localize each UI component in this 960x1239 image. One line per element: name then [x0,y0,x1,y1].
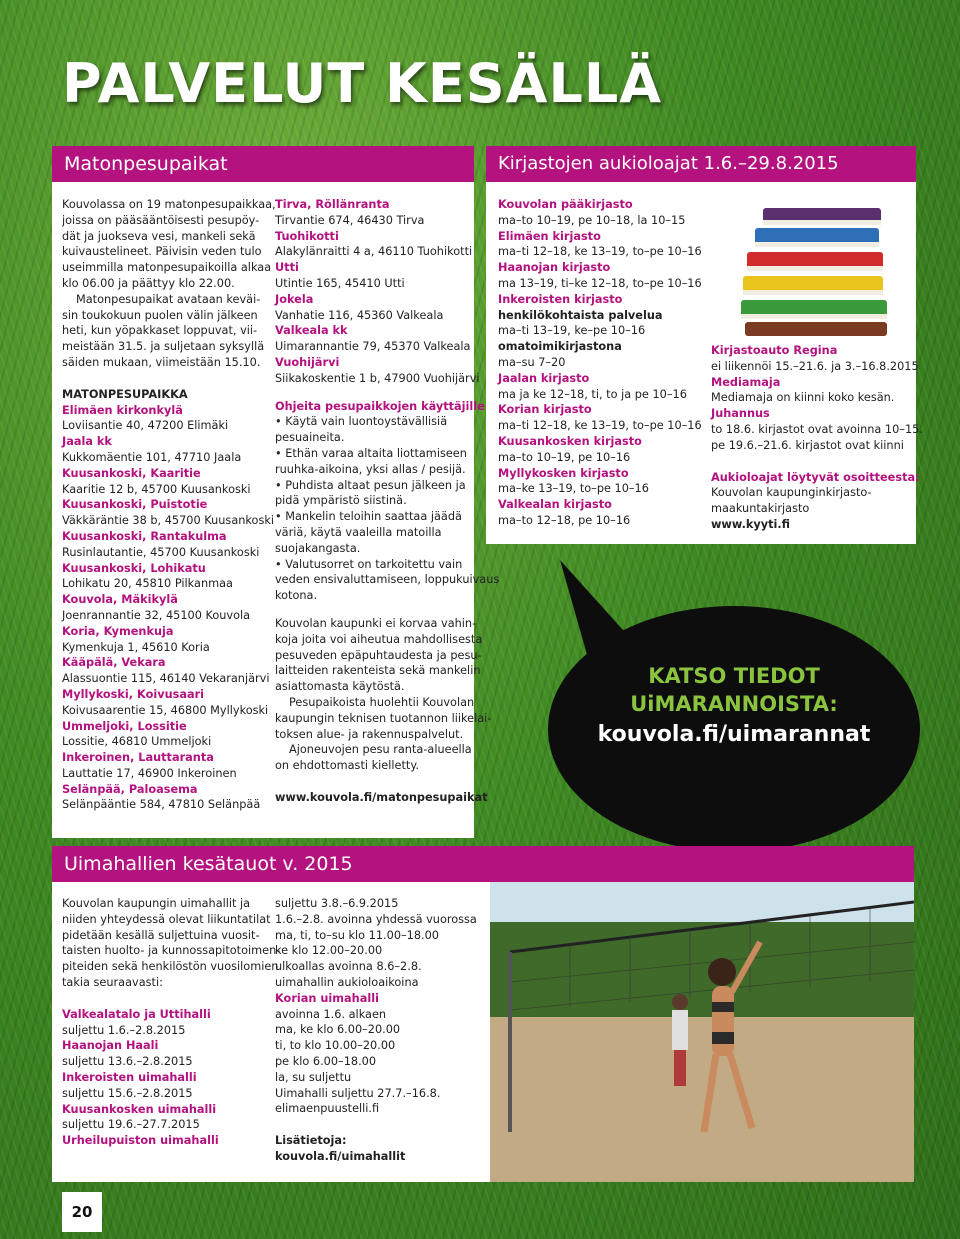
place-name: Kuusankoski, Puistotie [62,498,208,512]
instruction-line: pesuaineita. [275,431,345,445]
text-line: heti, kun yöpakkaset loppuvat, vii- [62,324,258,338]
text-line: piteiden sekä henkilöstön vuosilomien [62,960,279,974]
text-line: sin toukokuun puolen välin jälkeen [62,308,258,322]
place-address: Alakylänraitti 4 a, 46110 Tuohikotti [275,245,473,259]
kyyti-link[interactable]: www.kyyti.fi [711,517,791,531]
uimahallit-column-1 [62,896,281,1149]
place-name: Selänpää, Paloasema [62,782,198,796]
place-name: Kuusankoski, Rantakulma [62,529,227,543]
place-address: Rusinlautantie, 45700 Kuusankoski [62,545,260,559]
osoite-line: Kouvolan kaupunginkirjasto- [711,486,872,500]
place-address: Väkkäräntie 38 b, 45700 Kuusankoski [62,514,275,528]
section-header-uimahallit: Uimahallien kesätauot v. 2015 [52,846,914,882]
text-line: la, su suljettu [275,1070,352,1084]
place-address: Siikakoskentie 1 b, 47900 Vuohijärvi [275,371,480,385]
library-hours: ma–ti 13–19, ke–pe 10–16 [498,324,646,338]
place-address: Joenrannantie 32, 45100 Kouvola [62,608,251,622]
juhannus-name: Juhannus [711,407,770,421]
uimahallit-column-2 [275,896,480,1165]
vastuu-paragraph [275,616,483,695]
uimarannat-link[interactable]: kouvola.fi/uimarannat [597,722,871,747]
osoite-heading: Aukioloajat löytyvät osoitteesta: [711,470,920,484]
place-name: Jokela [275,292,314,306]
photo-scene [490,882,914,1182]
library-name: Myllykosken kirjasto [498,466,629,480]
text-line: kuivaustelineet. Päivisin veden tulo [62,245,262,259]
text-line: ma, ke klo 6.00–20.00 [275,1023,401,1037]
text-line: koja joita voi aiheutua mahdollisesta [275,632,483,646]
hall-closure: suljettu 1.6.–2.8.2015 [62,1023,186,1037]
place-address: Lauttatie 17, 46900 Inkeroinen [62,766,237,780]
text-line: meistään 31.5. ja suljetaan syksyllä [62,340,265,354]
huolto-paragraph [275,695,492,774]
text-line: uimahallin aukioloaikoina [275,975,419,989]
text-line: niiden yhteydessä olevat liikuntatilat [62,912,271,926]
text-line: Kouvolan kaupungin uimahallit ja [62,897,251,910]
page-number: 20 [62,1192,102,1232]
text-line: Matonpesupaikat avataan keväi- [76,292,261,306]
place-address: Tirvantie 674, 46430 Tirva [275,213,425,227]
place-name: Utti [275,261,299,275]
text-line: asiattomasta käytöstä. [275,680,405,694]
place-address: Selänpääntie 584, 47810 Selänpää [62,798,261,812]
place-address: Koivusaarentie 15, 46800 Myllykoski [62,703,269,717]
instruction-line: kotona. [275,589,318,603]
library-hours: ma–ti 12–18, ke 13–19, to–pe 10–16 [498,419,702,433]
place-name: Valkeala kk [275,324,348,338]
place-name: Vuohijärvi [275,355,340,369]
place-name: Myllykoski, Koivusaari [62,687,205,701]
text-line: useimmilla matonpesupaikoilla alkaa [62,261,272,275]
hall-name: Inkeroisten uimahalli [62,1070,197,1084]
instruction-line: • Mankelin teloihin saattaa jäädä [275,510,462,524]
place-name: Kääpälä, Vekara [62,656,166,670]
korian-details [275,1007,480,1118]
uimahallit-intro [62,896,281,991]
uimahallit-link[interactable]: kouvola.fi/uimahallit [275,1149,406,1163]
library-name: Valkealan kirjasto [498,498,612,512]
text-line: on ehdottomasti kielletty. [275,759,419,773]
place-address: Alassuontie 115, 46140 Vekaranjärvi [62,672,270,686]
text-line: 1.6.–2.8. avoinna yhdessä vuorossa [275,912,477,926]
urheilupuisto-details [275,896,480,991]
library-name: Elimäen kirjasto [498,229,601,243]
places2-list [275,197,480,387]
place-address: Vanhatie 116, 45360 Valkeala [275,308,444,322]
text-line: kaupungin teknisen tuotannon liikelai- [275,711,492,725]
text-line: Uimahalli suljettu 27.7.–16.8. [275,1086,441,1100]
bubble-line-1: KATSO TIEDOT [648,664,820,688]
place-name: Kuusankoski, Lohikatu [62,561,206,575]
text-line: elimaenpuustelli.fi [275,1102,380,1116]
mediamaja-text: Mediamaja on kiinni koko kesän. [711,391,895,405]
library-hours: ma ja ke 12–18, ti, to ja pe 10–16 [498,387,687,401]
library-hours: ma 13–19, ti–ke 12–18, to–pe 10–16 [498,276,702,290]
page-title: PALVELUT KESÄLLÄ [62,52,663,115]
list-heading: MATONPESUPAIKKA [62,387,188,401]
place-address: Kukkomäentie 101, 47710 Jaala [62,450,242,464]
instruction-line: • Käytä vain luontoystävällisiä [275,415,448,429]
hall-name: Valkealatalo ja Uttihalli [62,1007,211,1021]
text-line: säiden mukaan, viimeistään 15.10. [62,355,261,369]
matonpesu-column-1 [62,197,276,813]
text-line: toksen alue- ja rakennuspalvelut. [275,727,464,741]
text-line: ma, ti, to–su klo 11.00–18.00 [275,928,439,942]
beach-volleyball-photo [490,882,914,1182]
library-service-label: henkilökohtaista palvelua [498,308,663,322]
place-address: Lossitie, 46810 Ummeljoki [62,735,212,749]
place-name: Kuusankoski, Kaaritie [62,466,201,480]
library-name: Korian kirjasto [498,403,592,417]
text-line: ke klo 12.00–20.00 [275,944,383,958]
kirjastoauto-name: Kirjastoauto Regina [711,344,838,357]
text-line: joissa on pääsääntöisesti pesupöy- [62,213,260,227]
text-line: ti, to klo 10.00–20.00 [275,1039,396,1053]
instruction-line: väriä, käytä vaaleilla matoilla [275,525,442,539]
text-line: Kouvolassa on 19 matonpesupaikkaa, [62,198,276,211]
place-name: Inkeroinen, Lauttaranta [62,751,214,765]
kirjastot-right-column [711,343,923,533]
library-hours: ma–ti 12–18, ke 13–19, to–pe 10–16 [498,245,702,259]
place-address: Kaaritie 12 b, 45700 Kuusankoski [62,482,251,496]
matonpesupaikat-link[interactable]: www.kouvola.fi/matonpesupaikat [275,790,488,804]
lisatietoja-heading: Lisätietoja: [275,1134,347,1148]
text-line: pe klo 6.00–18.00 [275,1054,377,1068]
section-header-matonpesupaikat: Matonpesupaikat [52,146,474,182]
section-header-kirjastot: Kirjastojen aukioloajat 1.6.–29.8.2015 [486,146,916,182]
library-service-label: omatoimikirjastona [498,340,622,354]
library-name: Jaalan kirjasto [498,371,590,385]
instruction-line: suojakangasta. [275,541,361,555]
ohjeita-heading: Ohjeita pesupaikkojen käyttäjille [275,399,485,413]
place-name: Kouvola, Mäkikylä [62,593,178,607]
text-line: Pesupaikoista huolehtii Kouvolan [289,695,475,709]
text-line: klo 06.00 ja päättyy klo 22.00. [62,276,235,290]
instruction-line: veden ensivaluttamiseen, loppukuivaus [275,573,500,587]
library-hours: ma–to 12–18, pe 10–16 [498,513,631,527]
text-line: Ajoneuvojen pesu ranta-alueella [289,743,472,757]
library-hours: ma–ke 13–19, to–pe 10–16 [498,482,649,496]
place-name: Ummeljoki, Lossitie [62,719,187,733]
text-line: pidetään kesällä suljettuina vuosit- [62,928,260,942]
place-address: Lohikatu 20, 45810 Pilkanmaa [62,577,233,591]
place-name: Tirva, Röllänranta [275,198,390,211]
juhannus-line: to 18.6. kirjastot ovat avoinna 10–15. [711,422,923,436]
instruction-line: • Puhdista altaat pesun jälkeen ja [275,478,466,492]
text-line: laitteiden rakenteista sekä mankelin [275,664,481,678]
hall-closure: suljettu 19.6.–27.7.2015 [62,1118,200,1132]
text-line: ulkoallas avoinna 8.6–2.8. [275,960,422,974]
hall-closure: suljettu 15.6.–2.8.2015 [62,1086,193,1100]
korian-uimahalli-name: Korian uimahalli [275,991,379,1005]
library-name: Kouvolan pääkirjasto [498,198,633,211]
text-line: pesuveden epäpuhtaudesta ja pesu- [275,648,482,662]
juhannus-line: pe 19.6.–21.6. kirjastot ovat kiinni [711,438,904,452]
library-name: Inkeroisten kirjasto [498,292,623,306]
library-name: Kuusankosken kirjasto [498,434,642,448]
text-line: taisten huolto- ja kunnossapitotoimen- [62,944,281,958]
text-line: suljettu 3.8.–6.9.2015 [275,897,399,910]
text-line: Kouvolan kaupunki ei korvaa vahin- [275,616,477,630]
text-line: dät ja juokseva vesi, mankeli sekä [62,229,256,243]
hall-closure: suljettu 13.6.–2.8.2015 [62,1055,193,1069]
ohjeita-list [275,414,500,604]
places-list [62,403,275,814]
place-name: Koria, Kymenkuja [62,624,174,638]
place-name: Elimäen kirkonkylä [62,403,183,417]
library-hours: ma–su 7–20 [498,355,566,369]
place-name: Jaala kk [62,435,112,449]
kirjastoauto-text: ei liikennöi 15.–21.6. ja 3.–16.8.2015 [711,359,919,373]
library-name: Haanojan kirjasto [498,261,611,275]
instruction-line: pidä ympäristö siistinä. [275,494,407,508]
bubble-text [548,664,920,747]
place-address: Utintie 165, 45410 Utti [275,276,405,290]
intro-paragraph [62,197,276,292]
text-line: takia seuraavasti: [62,975,163,989]
hall-name: Haanojan Haali [62,1039,159,1053]
matonpesu-column-2 [275,197,500,806]
instruction-line: ruuhka-aikoina, yksi allas / pesijä. [275,462,466,476]
book-stack-illustration [735,196,905,346]
bubble-line-2: UiMARANNOISTA: [630,692,838,716]
intro2-paragraph [62,292,267,371]
library-hours: ma–to 10–19, pe 10–16 [498,450,631,464]
library-hours: ma–to 10–19, pe 10–18, la 10–15 [498,213,686,227]
instruction-line: • Valutusorret on tarkoitettu vain [275,557,463,571]
place-address: Kymenkuja 1, 45610 Koria [62,640,210,654]
place-address: Loviisantie 40, 47200 Elimäki [62,419,229,433]
mediamaja-name: Mediamaja [711,375,781,389]
osoite-line: maakuntakirjasto [711,502,810,516]
place-address: Uimarannantie 79, 45370 Valkeala [275,340,471,354]
place-name: Tuohikotti [275,229,339,243]
instruction-line: • Ethän varaa altaita liottamiseen [275,446,467,460]
hall-name: Urheilupuiston uimahalli [62,1134,219,1148]
hall-name: Kuusankosken uimahalli [62,1102,217,1116]
libraries-list [498,197,713,529]
halls-list [62,1007,267,1149]
text-line: avoinna 1.6. alkaen [275,1007,387,1021]
